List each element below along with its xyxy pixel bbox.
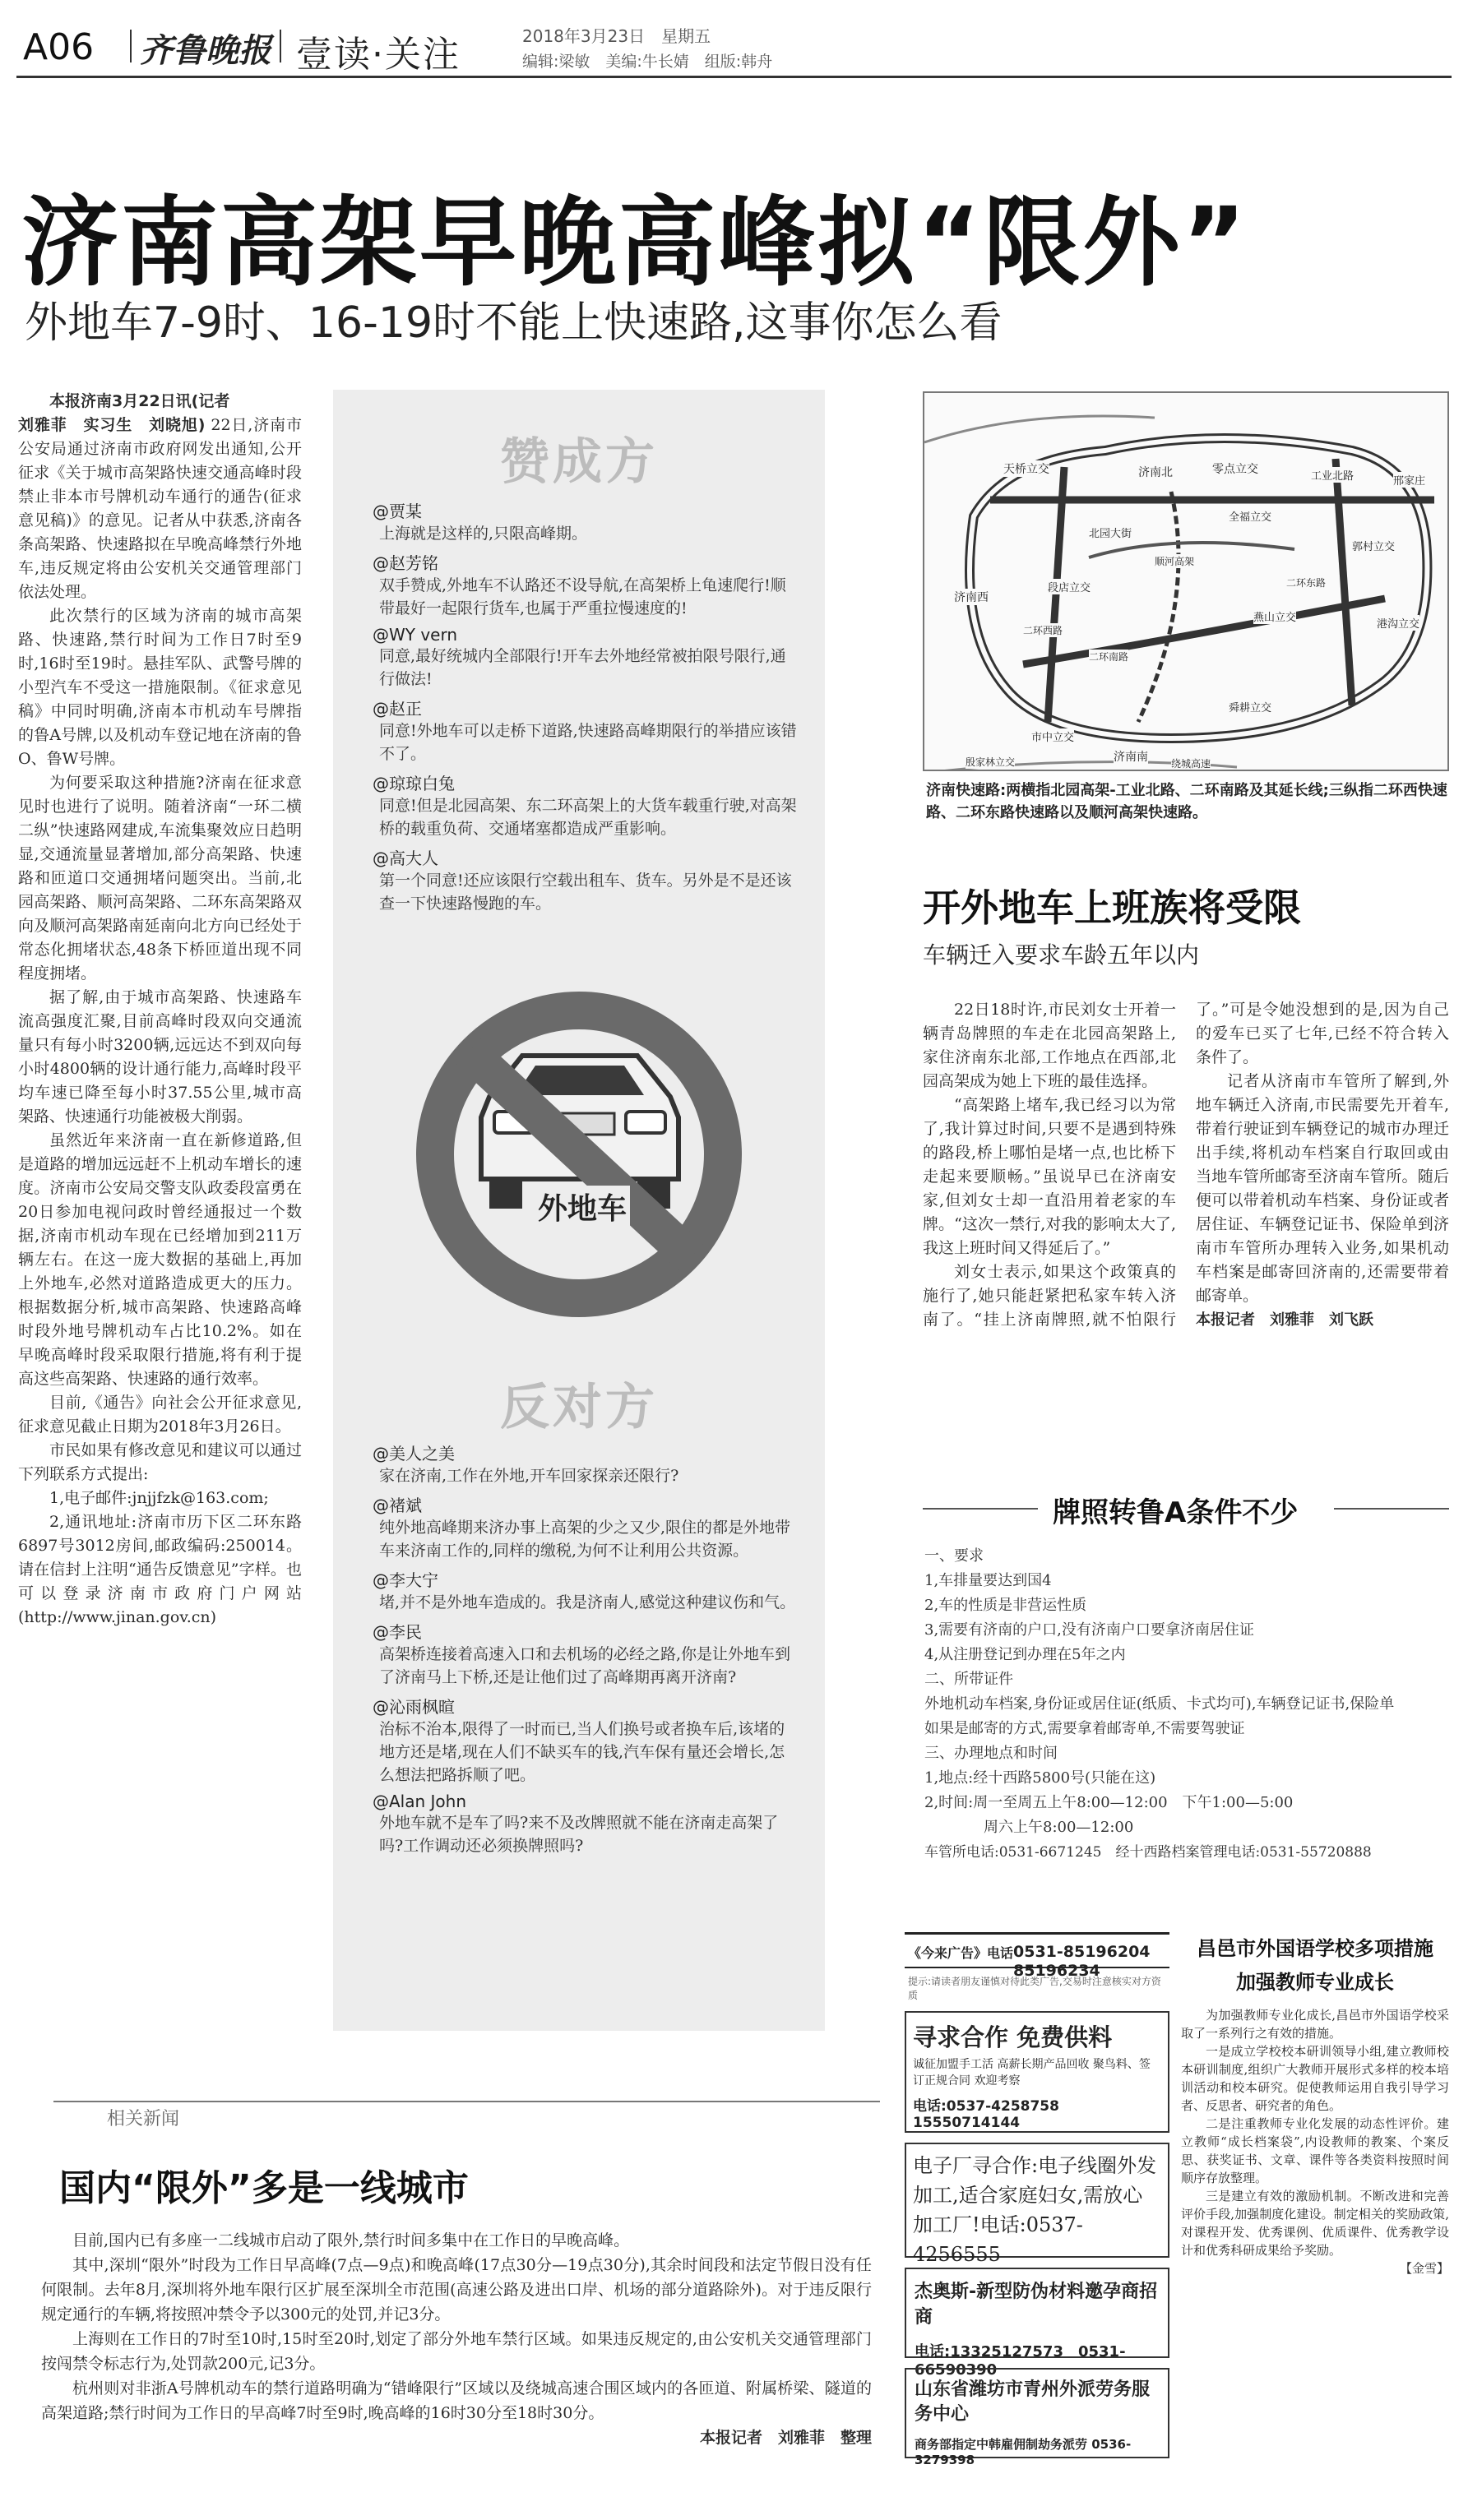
comment-text: 双手赞成,外地车不认路还不设导航,在高架桥上龟速爬行!顺带最好一起限行货车,也属于严重拉慢速度的! [379,576,786,617]
related-news-title: 国内“限外”多是一线城市 [59,2167,469,2209]
debate-panel [333,390,825,2031]
related-news-box [53,2101,880,2102]
comment-user: @李民 [373,1622,422,1642]
requirements-rule-right [1334,1508,1449,1510]
map-label: 绕城高速 [1171,758,1211,770]
paragraph: “高架路上堵车,我已经习以为常了,我计算过时间,只要不是遇到特殊的路段,桥上哪怕是堵一点,也比桥下走起来要顺畅。”虽说早已在济南安家,但刘女士却一直沿用着老家的车牌。“这次一禁行,对我的影响太大了,我这上班时间又得延后了。” [923,1096,1176,1257]
requirement-line: 三、办理地点和时间 [924,1745,1058,1762]
pro-comment [373,770,800,840]
school-body [1181,2006,1449,2277]
requirement-line: 1,地点:经十西路5800号(只能在这) [924,1769,1156,1787]
paper-logo: 齐鲁晚报 [140,31,271,70]
ad-electronics [905,2143,1169,2266]
page-number: A06 [23,26,95,68]
paragraph: 记者从济南市车管所了解到,外地车辆迁入济南,市民需要先开着车,带着行驶证到车辆登记的城市办理迁出手续,将机动车档案自行取回或由当地车管所邮寄至济南车管所。随后便可以带着机动车档案、身份证或者居住证、车辆登记证书、保险单到济南市车管所办理转入业务,如果机动车档案是邮寄回济南的,还需要带着邮寄单。 [1196,1072,1449,1305]
map-label: 邢家庄 [1393,472,1425,488]
byline: 本报记者 刘雅菲 刘飞跃 [1196,1311,1373,1329]
ad-labor-service [905,2368,1169,2467]
map-label: 二环东路 [1286,577,1327,589]
pro-comments [373,493,800,915]
expressway-map [923,391,1449,771]
ad-tel: 电话:0537-4258758 15550714144 [913,2098,1073,2131]
paragraph: 为加强教师专业化成长,昌邑市外国语学校采取了一系列行之有效的措施。 [1181,2008,1449,2041]
requirement-line: 外地机动车档案,身份证或居住证(纸质、卡式均可),车辆登记证书,保险单 [924,1695,1395,1713]
masthead [16,12,1452,76]
paragraph: 市民如果有修改意见和建议可以通过下列联系方式提出: [18,1441,302,1483]
ad-text: 电子厂寻合作:电子线圈外发加工,适合家庭妇女,需放心加工厂!电话:0537-4256555 [913,2154,1157,2266]
con-comment [373,1619,800,1689]
no-entry-car-icon [333,973,825,1335]
map-label: 全福立交 [1229,508,1271,524]
ads-header-label: 《今来广告》电话 [908,1945,1014,1961]
headline-title: 济南高架早晚高峰拟“限外” [21,186,1249,299]
map-roads [924,393,1449,771]
comment-text: 外地车就不是车了吗?来不及改牌照就不能在济南走高架了吗?工作调动还必须换牌照吗? [379,1814,779,1855]
comment-user: @沁雨枫暄 [373,1697,455,1717]
comment-user: @李大宁 [373,1570,438,1590]
ad-title: 杰奥斯-新型防伪材料邀孕商招商 [915,2282,1158,2328]
map-label: 郭村立交 [1352,538,1395,553]
paragraph: 杭州则对非浙A号牌机动车的禁行道路明确为“错峰限行”区域以及绕城高速合围区域内的各匝道、附属桥梁、隧道的高架道路;禁行时间为工作日的早高峰7时至9时,晚高峰的16时30分至18时30分。 [41,2379,872,2422]
paragraph: 为何要采取这种措施?济南在征求意见时也进行了说明。随着济南“一环二横二纵”快速路网建成,车流集聚效应日趋明显,交通流量显著增加,部分高架路、快速路和匝道口交通拥堵问题突出。当前,北园高架路、顺河高架路、二环东高架路双向及顺河高架路南延南向北方向已经处于常态化拥堵状态,48条下桥匝道出现不同程度拥堵。 [18,774,302,983]
map-label: 燕山立交 [1253,608,1296,624]
comment-user: @赵正 [373,699,422,719]
map-label: 二环南路 [1089,651,1129,663]
map-label: 天桥立交 [1003,460,1049,477]
requirement-line: 2,时间:周一至周五上午8:00—12:00 下午1:00—5:00 [924,1794,1294,1811]
pro-comment [373,625,800,691]
comment-text: 纯外地高峰期来济办事上高架的少之又少,限住的都是外地带车来济南工作的,同样的缴税,为何不让利用公共资源。 [379,1519,791,1560]
requirement-line: 如果是邮寄的方式,需要拿着邮寄单,不需要驾驶证 [924,1720,1245,1737]
ad-tel: 电话:13325127573 0531-66590390 [915,2343,1126,2379]
author: 【金雪】 [1399,2261,1449,2276]
comment-text: 堵,并不是外地车造成的。我是济南人,感觉这种建议伤和气。 [379,1593,796,1611]
ad-anti-counterfeit [905,2268,1169,2379]
pro-comment [373,498,800,545]
paragraph: 其中,深圳“限外”时段为工作日早高峰(7点—9点)和晚高峰(17点30分—19点30分),其余时间段和法定节假日没有任何限制。去年8月,深圳将外地车限行区扩展至深圳全市范围(高速公路及进出口岸、机场的部分道路除外)。对于违反限行规定通行的车辆,将按照冲禁令予以300元的处罚,并记3分。 [41,2256,872,2323]
paragraph: 刘女士表示,如果这个政策真的施行了,她只能赶紧把私家车转入济南了。“挂上济南牌照,就不怕限行了。”可是令她没想到的是,因为自己的爱车已买了七年,已经不符合转入条件了。 [923,1001,1449,1329]
comment-user: @WY vern [373,625,458,645]
requirement-line: 车管所电话:0531-6671245 经十西路档案管理电话:0531-55720888 [924,1844,1372,1861]
requirements-list [924,1544,1449,1865]
comment-user: @美人之美 [373,1444,455,1463]
comment-text: 治标不治本,限得了一时而已,当人们换号或者换车后,该堵的地方还是堵,现在人们不缺买车的钱,汽车保有量还会增长,怎么想法把路拆顺了吧。 [379,1720,785,1784]
requirement-line: 2,车的性质是非营运性质 [924,1597,1087,1614]
con-title: 反对方 [500,1379,658,1436]
requirement-line: 1,车排量要达到国4 [924,1572,1052,1589]
con-comment [373,1792,800,1857]
paragraph: 据了解,由于城市高架路、快速路车流高强度汇聚,目前高峰时段双向交通流量只有每小时3200辆,远远达不到双向每小时4800辆的设计通行能力,高峰时段平均车速已降至每小时37.55公里,城市高架路、快速通行功能被极大削弱。 [18,988,302,1126]
paragraph: 上海则在工作日的7时至10时,15时至20时,划定了部分外地车禁行区域。如果违反规定的,由公安机关交通管理部门按闯禁令标志行为,处罚款200元,记3分。 [41,2330,872,2373]
map-label: 济南南 [1114,748,1148,765]
side-article-title: 开外地车上班族将受限 [923,885,1301,930]
con-comment [373,1492,800,1562]
paragraph: 虽然近年来济南一直在新修道路,但是道路的增加远远赶不上机动车增长的速度。济南市公安局交警支队政委段富勇在20日参加电视问政时曾经通报过一个数据,济南市机动车现在已经增加到211万辆左右。在这一庞大数据的基础上,再加上外地车,必然对道路造成更大的压力。根据数据分析,城市高架路、快速路高峰时段外地号牌机动车占比10.2%。如在早晚高峰时段采取限行措施,将有利于提高这些高架路、快速路的通行效率。 [18,1131,302,1388]
map-label: 段店立交 [1048,579,1091,594]
requirement-line: 二、所带证件 [924,1671,1013,1688]
byline: 本报记者 刘雅菲 整理 [699,2429,872,2447]
masthead-rule [16,76,1452,78]
contact-email: 1,电子邮件:jnjjfzk@163.com; [49,1489,269,1507]
comment-text: 同意,最好统城内全部限行!开车去外地经常被拍限号限行,通行做法! [379,647,786,688]
ad-tel: 商务部指定中韩雇佣制劫务派劳 0536-3279398 [915,2437,1132,2467]
pro-title: 赞成方 [500,433,658,491]
lead-prefix: 本报济南3月22日讯(记者 [49,392,230,410]
map-caption: 济南快速路:两横指北园高架-工业北路、二环南路及其延长线;三纵指二环西快速路、二环东路快速路以及顺河高架快速路。 [926,782,1447,821]
paragraph: 目前,《通告》向社会公开征求意见,征求意见截止日期为2018年3月26日。 [18,1394,302,1436]
divider [130,30,132,62]
requirement-line: 周六上午8:00—12:00 [924,1819,1134,1836]
pro-comment [373,550,800,620]
main-article [18,390,302,1630]
lead-reporters: 刘雅菲 实习生 刘晓旭) [18,416,206,434]
paragraph: 一是成立学校校本研训领导小组,建立教师校本研训制度,组织广大教师开展形式多样的校本培训活动和校本研究。促使教师运用自我引导学习者、反思者、研究者的角色。 [1181,2044,1449,2113]
paragraph: 22日,济南市公安局通过济南市政府网发出通知,公开征求《关于城市高架路快速交通高峰时段禁止非本市号牌机动车通行的通告(征求意见稿)》的意见。记者从中获悉,济南各条高架路、快速路拟在早晚高峰禁行外地车,违反规定将由公安机关交通管理部门依法处理。 [18,416,303,601]
comment-user: @琼琼白兔 [373,774,455,793]
comment-user: @高大人 [373,848,438,868]
pro-comment [373,845,800,915]
map-label: 济南北 [1138,464,1173,480]
ads-header [905,1932,1169,1980]
requirements-title: 牌照转鲁A条件不少 [1053,1496,1299,1529]
comment-text: 高架桥连接着高速入口和去机场的必经之路,你是让外地车到了济南马上下桥,还是让他们过了高峰期再离开济南? [379,1645,791,1686]
ad-title: 山东省潍坊市青州外派劳务服务中心 [915,2379,1151,2425]
map-label: 顺河高架 [1155,556,1195,567]
map-label: 港沟立交 [1377,615,1419,631]
side-article-body [923,998,1449,1332]
map-label: 零点立交 [1212,460,1258,477]
comment-text: 家在济南,工作在外地,开车回家探亲还限行? [379,1467,679,1485]
date-line: 2018年3月23日 星期五 [522,26,711,46]
con-comment [373,1440,800,1487]
comment-user: @赵芳铭 [373,553,438,573]
comment-text: 同意!外地车可以走桥下道路,快速路高峰期限行的举措应该错不了。 [379,722,797,763]
paragraph: 二是注重教师专业化发展的动态性评价。建立教师“成长档案袋”,内设教师的教案、个案反思、获奖证书、文章、课件等各类资料按照时间顺序存放整理。 [1181,2116,1449,2185]
con-comment [373,1567,800,1614]
comment-text: 同意!但是北园高架、东二环高架上的大货车载重行驶,对高架桥的载重负荷、交通堵塞都造成严重影响。 [379,797,797,838]
lead-line [18,390,302,414]
contact-address: 2,通讯地址:济南市历下区二环东路6897号3012房间,邮政编码:250014。请在信封上注明“通告反馈意见”字样。也可以登录济南市政府门户网站(http://www.jinan.gov.cn) [18,1513,302,1626]
requirement-line: 4,从注册登记到办理在5年之内 [924,1646,1126,1663]
map-label: 殷家林立交 [966,756,1016,768]
requirements-rule-left [923,1508,1038,1510]
map-label: 济南西 [954,589,989,605]
map-label: 北园大街 [1089,525,1132,540]
map-label: 市中立交 [1031,728,1074,744]
con-comments [373,1436,800,1857]
side-article-subtitle: 车辆迁入要求车龄五年以内 [923,941,1200,969]
ad-cooperation [905,2011,1169,2133]
school-title-line1: 昌邑市外国语学校多项措施 [1197,1937,1433,1960]
comment-text: 第一个同意!还应该限行空载出租车、货车。另外是不是还该查一下快速路慢跑的车。 [379,872,792,913]
ad-text: 诚征加盟手工活 高薪长期产品回收 聚鸟料、签订正规合同 欢迎考察 [913,2058,1151,2088]
pro-comment [373,696,800,765]
related-news-body [41,2228,872,2450]
no-outside-car-sign [333,973,825,1335]
school-title-line2: 加强教师专业成长 [1236,1971,1394,1994]
paragraph: 此次禁行的区域为济南的城市高架路、快速路,禁行时间为工作日7时至9时,16时至19时。悬挂军队、武警号牌的小型汽车不受这一措施限制。《征求意见稿》中同时明确,济南本市机动车号牌指的鲁A号牌,以及机动车登记地在济南的鲁O、鲁W号牌。 [18,607,302,768]
map-label: 舜耕立交 [1229,699,1271,714]
lead-reporters-line [18,414,302,604]
paragraph: 目前,国内已有多座一二线城市启动了限外,禁行时间多集中在工作日的早晚高峰。 [72,2231,630,2250]
section-name: 壹读·关注 [296,34,461,76]
divider [280,30,281,62]
map-label: 二环西路 [1023,625,1063,636]
ads-notice: 提示:请读者朋友谨慎对待此类广告,交易时注意核实对方资质 [908,1976,1161,2001]
ads-header-phones: 0531-85196204 85196234 [1013,1943,1166,1980]
requirement-line: 一、要求 [924,1547,984,1565]
paragraph: 22日18时许,市民刘女士开着一辆青岛牌照的车走在北园高架路上,家住济南东北部,工作地点在西部,北园高架成为她上下班的最佳选择。 [923,1001,1176,1090]
classified-ads [905,1932,1169,2504]
comment-user: @贾某 [373,502,422,521]
related-news-tag: 相关新闻 [99,2105,188,2130]
comment-user: @Alan John [373,1792,467,1811]
ad-title: 寻求合作 免费供料 [913,2023,1113,2051]
sign-label: 外地车 [535,1186,630,1228]
paragraph: 三是建立有效的激励机制。不断改进和完善评价手段,加强制度化建设。制定相关的奖励政策,对课程开发、优秀课例、优质课件、优秀教学设计和优秀科研成果给予奖励。 [1181,2189,1449,2258]
staff-line: 编辑:梁敏 美编:牛长婧 组版:韩舟 [522,53,773,71]
comment-text: 上海就是这样的,只限高峰期。 [379,525,588,543]
requirement-line: 3,需要有济南的户口,没有济南户口要拿济南居住证 [924,1621,1254,1639]
con-comment [373,1694,800,1787]
map-label: 工业北路 [1311,467,1354,483]
comment-user: @褚斌 [373,1496,422,1515]
school-article [1181,1932,1449,2277]
headline-subtitle: 外地车7-9时、16-19时不能上快速路,这事你怎么看 [25,298,1003,348]
